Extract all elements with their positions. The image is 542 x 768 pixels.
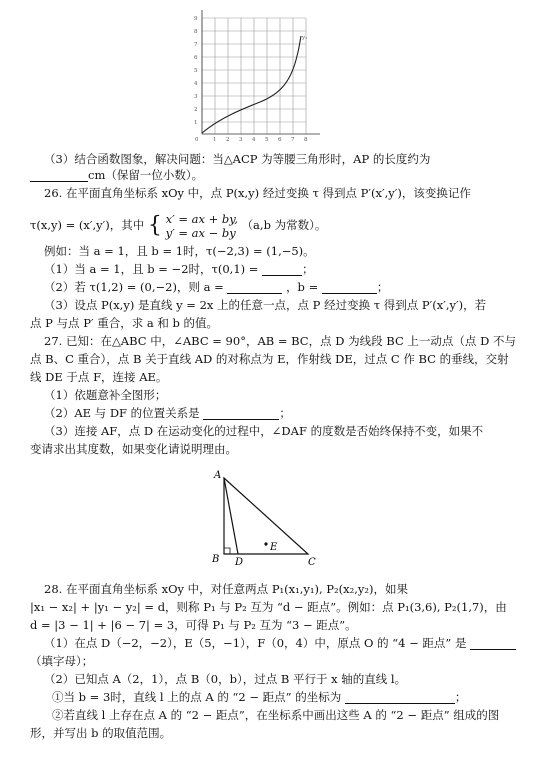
label-a: A (214, 470, 222, 481)
q26-part2 (44, 280, 524, 294)
q26-part2-text-b: ，b = (286, 280, 319, 294)
y-label-6: 6 (194, 55, 198, 61)
right-angle-mark (224, 548, 230, 554)
q25-part3-unit: cm（保留一位小数）。 (88, 168, 204, 182)
answer-blank[interactable] (203, 407, 279, 420)
y-label-4: 4 (194, 81, 198, 87)
x-label-2: 2 (226, 137, 230, 143)
q26-formula: τ(x,y) = (x′,y′)，其中 (30, 218, 145, 232)
x-label-1: 1 (213, 137, 217, 143)
x-label-0: 0 (195, 137, 199, 143)
q27-line1: 27. 已知：在△ABC 中，∠ABC = 90°，AB = BC，点 D 为线段 BC 上一动点（点 D 不与 (44, 334, 516, 348)
function-graph (190, 6, 330, 144)
answer-blank-b[interactable] (322, 281, 377, 294)
q27-part2-text: （2）AE 与 DF 的位置关系是 (44, 406, 200, 420)
answer-blank-a[interactable] (227, 281, 282, 294)
q28-part1-line2: （填字母）； (30, 654, 94, 668)
q25-part3-text: （3）结合函数图象，解决问题：当△ACP 为等腰三角形时，AP 的长度约为 (44, 152, 431, 166)
answer-blank[interactable] (262, 263, 302, 276)
q26-example: 例如：当 a = 1，且 b = 1时，τ(−2,3) = (1,−5)。 (44, 244, 315, 258)
q25-part3-line1 (44, 152, 524, 166)
label-b: B (212, 554, 220, 565)
q28-line2: |x₁ − x₂| + |y₁ − y₂| = d，则称 P₁ 与 P₂ 互为 “d − 距点”。例如：点 P₁(3,6), P₂(1,7)，由 (30, 600, 507, 614)
q27-part2 (44, 406, 524, 420)
q27-part1: （1）依题意补全图形； (44, 388, 167, 402)
point-e (264, 542, 267, 545)
label-c: C (308, 557, 316, 568)
q27-line3: 线 DE 于点 F，连接 AE。 (30, 370, 168, 384)
x-label-5: 5 (265, 137, 269, 143)
answer-blank[interactable] (470, 637, 516, 650)
y-label-5: 5 (194, 68, 198, 74)
x-label-7: 7 (291, 137, 295, 143)
semicolon: ； (279, 406, 291, 420)
y-label-1: 1 (194, 120, 198, 126)
q26-part3-line1: （3）设点 P(x,y) 是直线 y = 2x 上的任意一点，点 P 经过变换 τ 得到点 P′(x′,y′)，若 (44, 298, 487, 312)
q28-part2-sub2-line2: 形，并写出 b 的取值范围。 (30, 726, 172, 740)
answer-blank[interactable] (30, 169, 88, 182)
y-label-9: 9 (194, 16, 198, 22)
q25-part3-line2 (30, 168, 524, 182)
triangle-figure (204, 464, 334, 570)
q26-system (166, 212, 238, 240)
answer-blank[interactable] (345, 691, 455, 704)
q26-part2-text-a: （2）若 τ(1,2) = (0,−2)，则 a = (44, 280, 224, 294)
y-label-3: 3 (194, 94, 198, 100)
semicolon: ； (302, 262, 314, 276)
semicolon: ； (376, 280, 389, 294)
q26-eq2: y′ = ax − by (165, 226, 236, 240)
y-label-8: 8 (194, 29, 198, 35)
q28-part1-text: （1）在点 D（−2，−2），E（5，−1），F（0，4）中，原点 O 的 “4 − 距点” 是 (44, 636, 467, 650)
x-label-3: 3 (239, 137, 243, 143)
semicolon: ； (454, 690, 467, 704)
q27-line2: 点 B、C 重合），点 B 关于直线 AD 的对称点为 E，作射线 DE，过点 C 作 BC 的垂线，交射 (30, 352, 509, 366)
q28-part2-sub2-line1: ②若直线 l 上存在点 A 的 “2 − 距点”，在坐标系中画出这些 A 的 “2 − 距点” 组成的图 (52, 708, 500, 722)
q28-part2-sub1 (52, 690, 524, 704)
q26-line2 (30, 212, 524, 240)
x-label-6: 6 (278, 137, 282, 143)
curve-label: y₁ (302, 35, 308, 41)
q26-eq1: x′ = ax + by, (165, 212, 238, 226)
q26-part1-text: （1）当 a = 1，且 b = −2时，τ(0,1) = (44, 262, 259, 276)
label-d: D (235, 557, 244, 568)
q28-part2-sub1-text: ①当 b = 3时，直线 l 上的点 A 的 “2 − 距点” 的坐标为 (52, 690, 342, 704)
label-e: E (270, 542, 278, 553)
x-label-8: 8 (304, 137, 308, 143)
y-label-7: 7 (194, 42, 198, 48)
q27-part3-line1: （3）连接 AF，点 D 在运动变化的过程中，∠DAF 的度数是否始终保持不变，如果不 (44, 424, 484, 438)
x-label-4: 4 (252, 137, 256, 143)
q28-line3: d = |3 − 1| + |6 − 7| = 3，可得 P₁ 与 P₂ 互为 “3 − 距点”。 (30, 618, 357, 632)
q28-part1-line1 (44, 636, 524, 650)
q26-constants-note: （a,b 为常数）。 (241, 218, 327, 232)
q26-part3-line2: 点 P 与点 P′ 重合，求 a 和 b 的值。 (30, 316, 219, 330)
function-curve (202, 36, 301, 133)
q28-part2: （2）已知点 A（2，1），点 B（0，b），过点 B 平行于 x 轴的直线 l。 (44, 672, 407, 686)
q28-line1: 28. 在平面直角坐标系 xOy 中，对任意两点 P₁(x₁,y₁), P₂(x₂,y₂)，如果 (44, 582, 408, 596)
q26-line1: 26. 在平面直角坐标系 xOy 中，点 P(x,y) 经过变换 τ 得到点 P′(x′,y′)，该变换记作 (44, 186, 471, 200)
q26-system-brace: { (147, 213, 162, 238)
y-label-2: 2 (194, 107, 198, 113)
q27-part3-line2: 变请求出其度数，如果变化请说明理由。 (30, 442, 237, 456)
q26-part1 (44, 262, 524, 276)
